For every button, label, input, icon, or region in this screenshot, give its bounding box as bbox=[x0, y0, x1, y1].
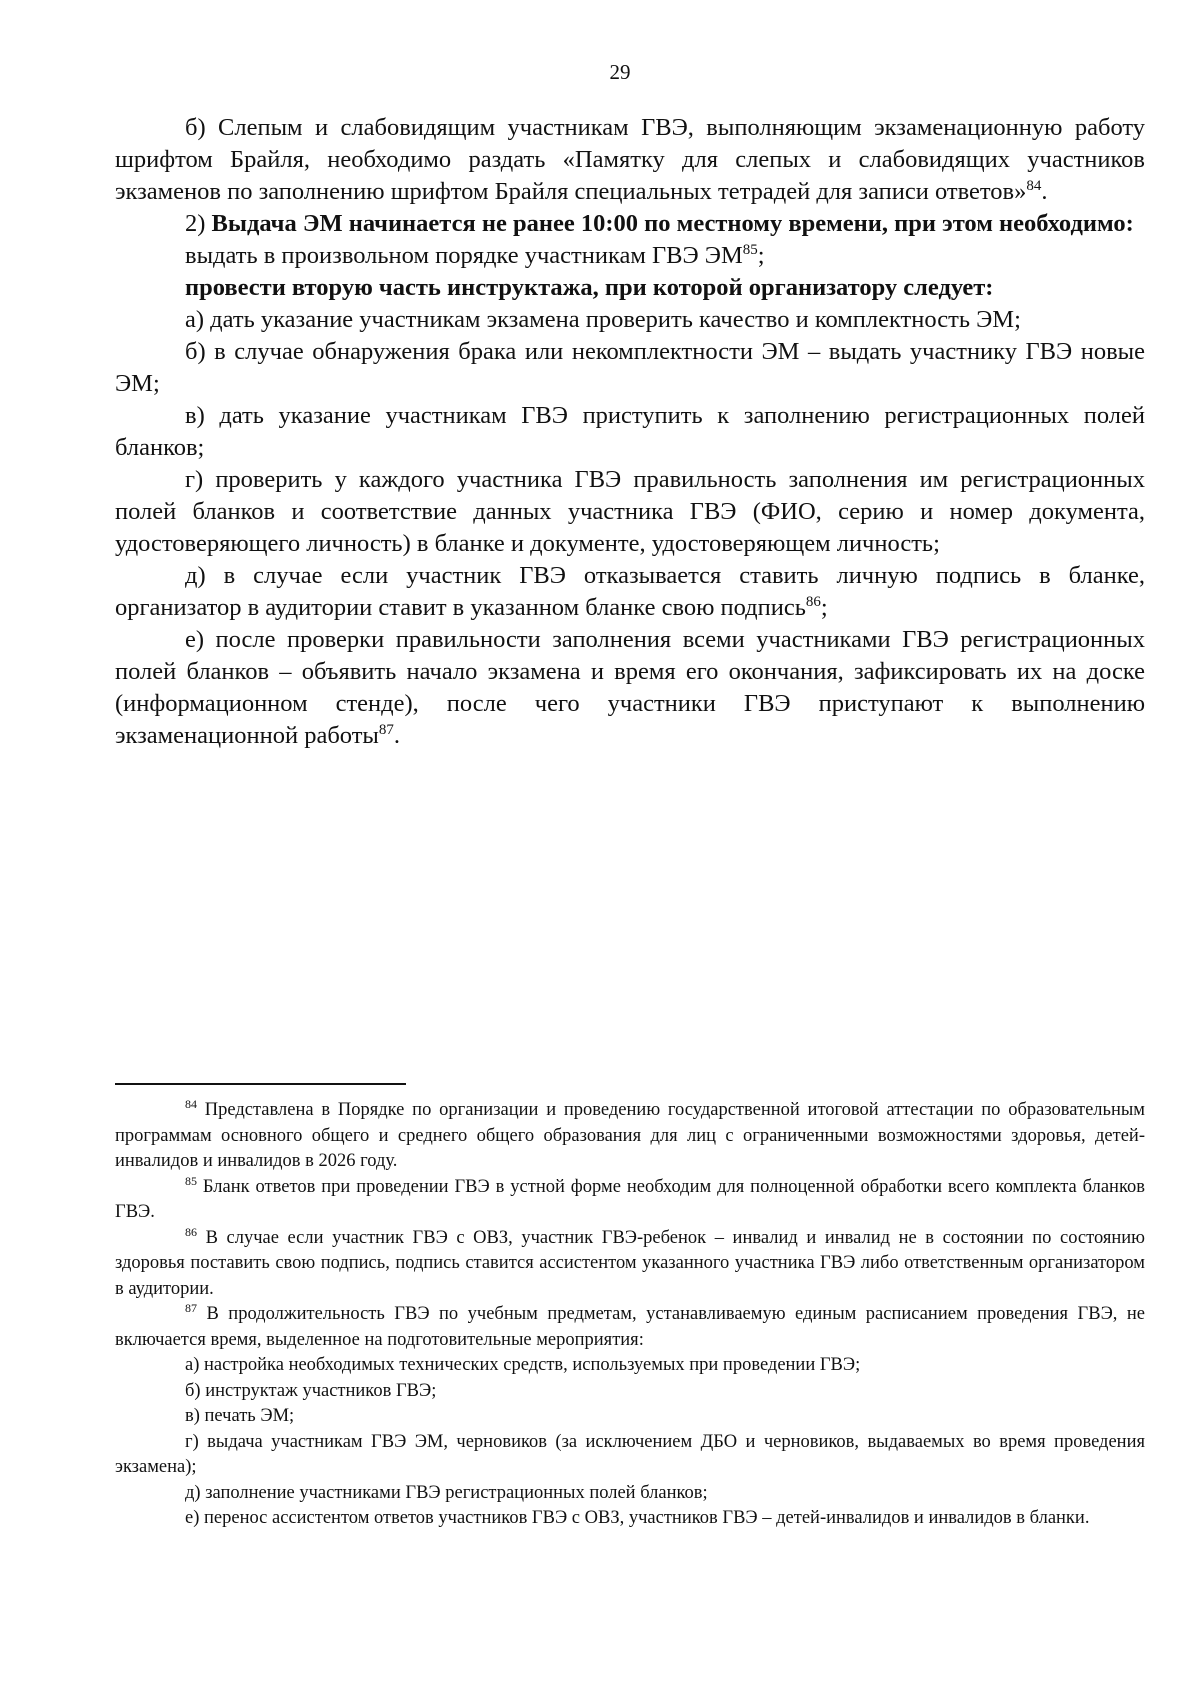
paragraph-v: в) дать указание участникам ГВЭ приступить к заполнению регистрационных полей бланков; bbox=[115, 402, 1145, 461]
paragraph-b-braille: б) Слепым и слабовидящим участникам ГВЭ, выполняющим экзаменационную работу шрифтом Брайля, необходимо раздать «Памятку для слепых и слабовидящих участников экзаменов по заполнению шрифтом Брайля специальных тетрадей для записи ответов»$^{84}$. bbox=[115, 114, 1145, 205]
paragraph-2-em-issue: 2) Выдача ЭМ начинается не ранее 10:00 по местному времени, при этом необходимо: bbox=[185, 210, 1134, 237]
footnote-86: $^{86}$ В случае если участник ГВЭ с ОВЗ, участник ГВЭ-ребенок – инвалид и инвалид не в состоянии по состоянию здоровья поставить свою подпись, подпись ставится ассистентом указанного участника ГВЭ либо ответственным организатором в аудитории. bbox=[115, 1224, 1146, 1299]
footnote-87-item: д) заполнение участниками ГВЭ регистрационных полей бланков; bbox=[185, 1482, 708, 1503]
paragraph-a: а) дать указание участникам экзамена проверить качество и комплектность ЭМ; bbox=[185, 306, 1021, 333]
footnote-separator bbox=[115, 1083, 406, 1085]
footnote-85: $^{85}$ Бланк ответов при проведении ГВЭ в устной форме необходим для полноценной обработки всего комплекта бланков ГВЭ. bbox=[115, 1173, 1145, 1222]
footnote-ref-86: 86 bbox=[805, 593, 821, 610]
paragraph-issue-em: выдать в произвольном порядке участникам ГВЭ ЭМ$^{85}$; bbox=[185, 241, 765, 269]
paragraph-instruction-heading: провести вторую часть инструктажа, при которой организатору следует: bbox=[185, 274, 994, 301]
footnote-87: $^{87}$ В продолжительность ГВЭ по учебным предметам, устанавливаемую единым расписанием проведения ГВЭ, не включается время, выделенное на подготовительные мероприятия: bbox=[115, 1300, 1145, 1350]
paragraph-d: д) в случае если участник ГВЭ отказывается ставить личную подпись в бланке, организатор в аудитории ставит в указанном бланке свою подпись$^{86}$; bbox=[115, 562, 1145, 621]
paragraph-e: е) после проверки правильности заполнения всеми участниками ГВЭ регистрационных полей бланков – объявить начало экзамена и время его окончания, зафиксировать их на доске (информационном стенде), после чего участники ГВЭ приступают к выполнению экзаменационной работы$^{87}$. bbox=[115, 626, 1145, 749]
footnote-87-item: б) инструктаж участников ГВЭ; bbox=[185, 1380, 437, 1401]
paragraph-b: б) в случае обнаружения брака или некомплектности ЭМ – выдать участнику ГВЭ новые ЭМ; bbox=[115, 338, 1145, 397]
page-number: 29 bbox=[609, 60, 631, 84]
paragraph-g: г) проверить у каждого участника ГВЭ правильность заполнения им регистрационных полей бланков и соответствие данных участника ГВЭ (ФИО, серию и номер документа, удостоверяющего личность) в бланке и документе, удостоверяющем личность; bbox=[115, 466, 1145, 557]
footnote-ref-85: 85 bbox=[742, 241, 758, 258]
footnotes bbox=[115, 1098, 1145, 1532]
footnote-87-item: а) настройка необходимых технических средств, используемых при проведении ГВЭ; bbox=[185, 1355, 861, 1375]
footnote-87-item: г) выдача участникам ГВЭ ЭМ, черновиков (за исключением ДБО и черновиков, выдаваемых во время проведения экзамена); bbox=[115, 1431, 1145, 1477]
footnote-87-item: в) печать ЭМ; bbox=[185, 1406, 295, 1426]
main-text bbox=[115, 112, 1145, 752]
footnote-87-item: е) перенос ассистентом ответов участников ГВЭ с ОВЗ, участников ГВЭ – детей-инвалидов и инвалидов в бланки. bbox=[185, 1508, 1090, 1528]
footnote-84: $^{84}$ Представлена в Порядке по организации и проведению государственной итоговой аттестации по образовательным программам основного общего и среднего общего образования для лиц с ограниченными возможностями здоровья, детей-инвалидов и инвалидов в 2026 году. bbox=[115, 1096, 1146, 1171]
footnote-ref-87: 87 bbox=[378, 721, 394, 738]
footnote-ref-84: 84 bbox=[1026, 177, 1042, 194]
